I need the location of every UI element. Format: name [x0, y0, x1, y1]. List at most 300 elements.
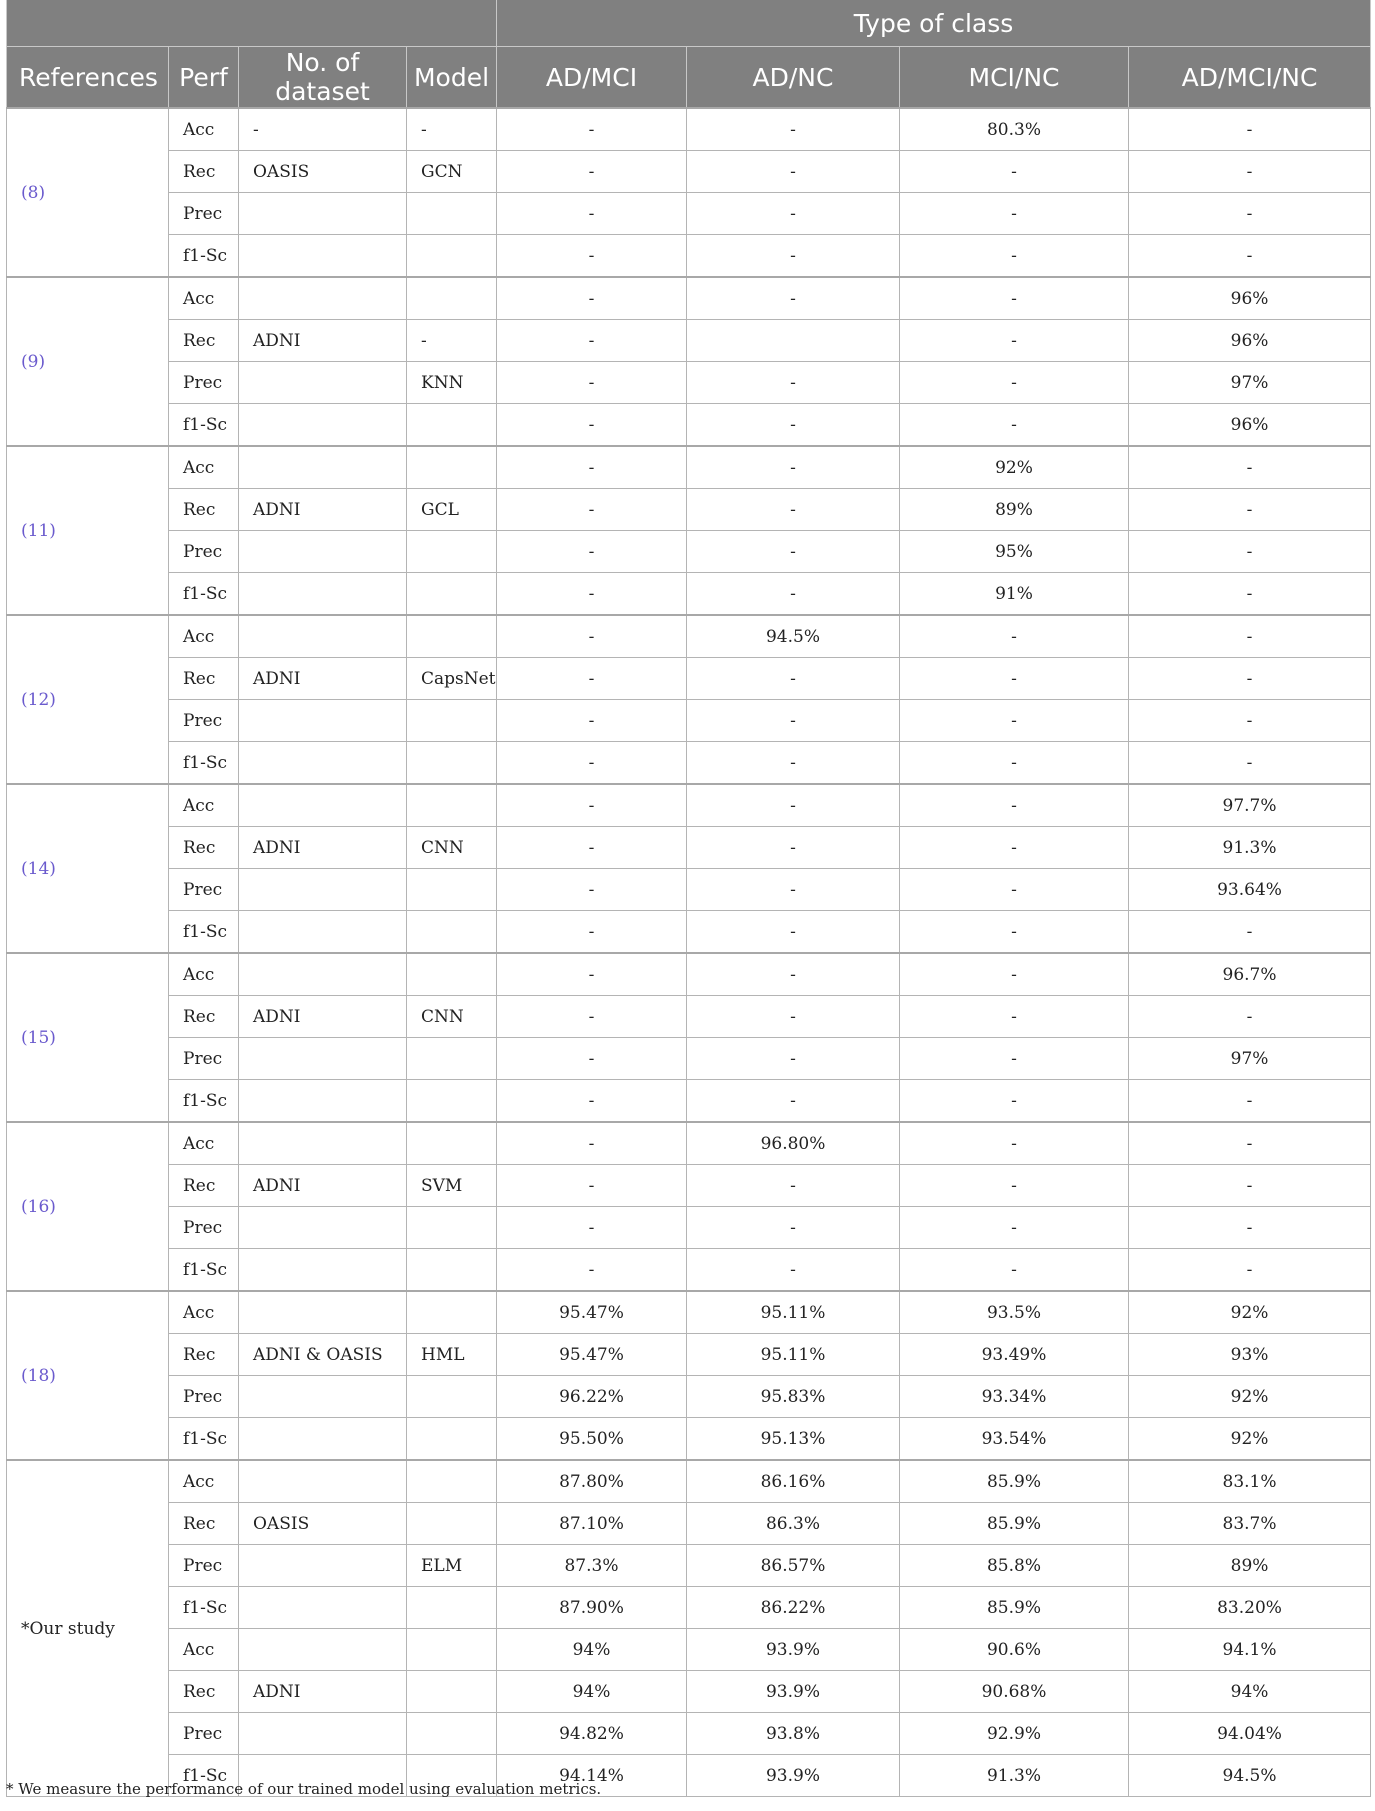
admci-value-cell: - [497, 277, 687, 320]
table-row [7, 1545, 1371, 1587]
perf-cell: f1-Sc [169, 573, 239, 616]
mcinc-value-cell: - [900, 742, 1129, 785]
admcinc-value-cell: - [1129, 996, 1371, 1038]
mcinc-value-cell: - [900, 1080, 1129, 1123]
table-row [7, 193, 1371, 235]
model-cell [407, 1713, 497, 1755]
mcinc-value-cell: 85.9% [900, 1460, 1129, 1503]
dataset-cell [239, 362, 407, 404]
table-row [7, 1165, 1371, 1207]
table-row [7, 658, 1371, 700]
table-row [7, 1080, 1371, 1123]
admci-value-cell: - [497, 151, 687, 193]
admcinc-value-cell: 92% [1129, 1418, 1371, 1461]
admcinc-value-cell: - [1129, 108, 1371, 151]
table-row [7, 573, 1371, 616]
mcinc-value-cell: 91.3% [900, 1755, 1129, 1797]
table-row [7, 1122, 1371, 1165]
admci-value-cell: - [497, 658, 687, 700]
model-cell: CNN [407, 827, 497, 869]
admcinc-value-cell: - [1129, 1122, 1371, 1165]
admcinc-value-cell: 96% [1129, 404, 1371, 447]
dataset-cell: ADNI & OASIS [239, 1334, 407, 1376]
admci-value-cell: - [497, 827, 687, 869]
model-cell [407, 1122, 497, 1165]
perf-cell: f1-Sc [169, 235, 239, 278]
admcinc-value-cell: 89% [1129, 1545, 1371, 1587]
perf-cell: Acc [169, 1460, 239, 1503]
perf-cell: f1-Sc [169, 404, 239, 447]
dataset-cell [239, 277, 407, 320]
reference-cell: (8) [7, 108, 169, 277]
model-cell: KNN [407, 362, 497, 404]
table-row [7, 869, 1371, 911]
model-cell [407, 446, 497, 489]
admcinc-value-cell: 92% [1129, 1291, 1371, 1334]
perf-cell: Rec [169, 996, 239, 1038]
table-row [7, 489, 1371, 531]
admci-value-cell: - [497, 235, 687, 278]
model-cell [407, 1291, 497, 1334]
dataset-cell: ADNI [239, 1671, 407, 1713]
admcinc-value-cell: - [1129, 911, 1371, 954]
dataset-cell [239, 1587, 407, 1629]
perf-cell: Acc [169, 277, 239, 320]
model-cell [407, 869, 497, 911]
perf-cell: Prec [169, 531, 239, 573]
mcinc-value-cell: 92.9% [900, 1713, 1129, 1755]
perf-cell: Acc [169, 1291, 239, 1334]
admci-value-cell: - [497, 108, 687, 151]
table-row [7, 404, 1371, 447]
admcinc-value-cell: 97% [1129, 1038, 1371, 1080]
adnc-value-cell [687, 320, 900, 362]
dataset-cell [239, 1545, 407, 1587]
admci-value-cell: - [497, 784, 687, 827]
admcinc-value-cell: - [1129, 700, 1371, 742]
model-cell [407, 1671, 497, 1713]
table-row [7, 1334, 1371, 1376]
admcinc-value-cell: 93% [1129, 1334, 1371, 1376]
mcinc-value-cell: - [900, 996, 1129, 1038]
perf-cell: Rec [169, 489, 239, 531]
admcinc-value-cell: - [1129, 615, 1371, 658]
dataset-cell [239, 615, 407, 658]
admci-value-cell: - [497, 531, 687, 573]
perf-cell: Rec [169, 320, 239, 362]
adnc-value-cell: - [687, 362, 900, 404]
dataset-cell [239, 1629, 407, 1671]
perf-cell: Acc [169, 784, 239, 827]
admci-value-cell: 94% [497, 1671, 687, 1713]
mcinc-value-cell: 95% [900, 531, 1129, 573]
table-row [7, 1376, 1371, 1418]
footnote: * We measure the performance of our trained model using evaluation metrics. [6, 1780, 602, 1798]
model-cell: SVM [407, 1165, 497, 1207]
adnc-value-cell: - [687, 531, 900, 573]
dataset-cell: OASIS [239, 151, 407, 193]
mcinc-value-cell: 90.6% [900, 1629, 1129, 1671]
admci-value-cell: 87.90% [497, 1587, 687, 1629]
table-row [7, 362, 1371, 404]
adnc-value-cell: - [687, 489, 900, 531]
dataset-cell: ADNI [239, 996, 407, 1038]
mcinc-value-cell: - [900, 827, 1129, 869]
perf-cell: Acc [169, 1629, 239, 1671]
mcinc-value-cell: - [900, 869, 1129, 911]
admcinc-value-cell: - [1129, 531, 1371, 573]
admcinc-value-cell: 94.5% [1129, 1755, 1371, 1797]
admcinc-value-cell: - [1129, 1165, 1371, 1207]
dataset-cell [239, 235, 407, 278]
adnc-value-cell: - [687, 151, 900, 193]
perf-cell: Acc [169, 953, 239, 996]
perf-cell: f1-Sc [169, 911, 239, 954]
perf-cell: Prec [169, 362, 239, 404]
perf-cell: f1-Sc [169, 1249, 239, 1292]
admci-value-cell: 95.50% [497, 1418, 687, 1461]
adnc-value-cell: - [687, 1165, 900, 1207]
dataset-cell: ADNI [239, 658, 407, 700]
header-spacer [7, 0, 497, 47]
adnc-value-cell: - [687, 1080, 900, 1123]
admcinc-value-cell: 94.04% [1129, 1713, 1371, 1755]
admcinc-value-cell: - [1129, 658, 1371, 700]
admcinc-value-cell: - [1129, 742, 1371, 785]
dataset-cell [239, 531, 407, 573]
dataset-cell [239, 742, 407, 785]
admci-value-cell: 94.14% [497, 1755, 687, 1797]
model-cell [407, 1503, 497, 1545]
mcinc-value-cell: - [900, 235, 1129, 278]
mcinc-value-cell: - [900, 1038, 1129, 1080]
dataset-cell [239, 1080, 407, 1123]
comparison-table [6, 0, 1371, 1797]
mcinc-value-cell: 93.5% [900, 1291, 1129, 1334]
perf-cell: Rec [169, 1334, 239, 1376]
col-ad-mci-nc: AD/MCI/NC [1129, 47, 1371, 109]
dataset-cell: ADNI [239, 827, 407, 869]
admci-value-cell: - [497, 1080, 687, 1123]
model-cell [407, 911, 497, 954]
dataset-cell [239, 193, 407, 235]
perf-cell: Rec [169, 827, 239, 869]
admcinc-value-cell: 92% [1129, 1376, 1371, 1418]
admcinc-value-cell: 91.3% [1129, 827, 1371, 869]
perf-cell: Prec [169, 700, 239, 742]
model-cell [407, 1038, 497, 1080]
adnc-value-cell: - [687, 1207, 900, 1249]
perf-cell: Acc [169, 108, 239, 151]
table-row [7, 1629, 1371, 1671]
model-cell: CapsNet [407, 658, 497, 700]
mcinc-value-cell: 91% [900, 573, 1129, 616]
col-perf: Perf [169, 47, 239, 109]
admci-value-cell: 95.47% [497, 1334, 687, 1376]
dataset-cell [239, 573, 407, 616]
header-type-of-class: Type of class [497, 0, 1371, 47]
admci-value-cell: - [497, 193, 687, 235]
admci-value-cell: 94% [497, 1629, 687, 1671]
mcinc-value-cell: - [900, 1122, 1129, 1165]
admci-value-cell: 87.80% [497, 1460, 687, 1503]
table-row [7, 784, 1371, 827]
admci-value-cell: - [497, 1249, 687, 1292]
table-row [7, 1207, 1371, 1249]
table-row [7, 700, 1371, 742]
adnc-value-cell: 93.9% [687, 1629, 900, 1671]
admci-value-cell: - [497, 320, 687, 362]
dataset-cell: - [239, 108, 407, 151]
model-cell [407, 404, 497, 447]
admci-value-cell: - [497, 1122, 687, 1165]
admci-value-cell: - [497, 700, 687, 742]
dataset-cell: ADNI [239, 489, 407, 531]
model-cell [407, 700, 497, 742]
admcinc-value-cell: - [1129, 1080, 1371, 1123]
reference-cell: (9) [7, 277, 169, 446]
reference-cell: (11) [7, 446, 169, 615]
admcinc-value-cell: - [1129, 1207, 1371, 1249]
adnc-value-cell: 95.11% [687, 1291, 900, 1334]
mcinc-value-cell: - [900, 953, 1129, 996]
admcinc-value-cell: 94.1% [1129, 1629, 1371, 1671]
adnc-value-cell: 93.9% [687, 1671, 900, 1713]
table-row [7, 742, 1371, 785]
dataset-cell [239, 1249, 407, 1292]
adnc-value-cell: 95.11% [687, 1334, 900, 1376]
admcinc-value-cell: - [1129, 446, 1371, 489]
model-cell: HML [407, 1334, 497, 1376]
adnc-value-cell: 95.13% [687, 1418, 900, 1461]
adnc-value-cell: - [687, 1038, 900, 1080]
adnc-value-cell: 86.57% [687, 1545, 900, 1587]
model-cell [407, 784, 497, 827]
model-cell [407, 1629, 497, 1671]
admcinc-value-cell: - [1129, 489, 1371, 531]
mcinc-value-cell: - [900, 658, 1129, 700]
mcinc-value-cell: 85.8% [900, 1545, 1129, 1587]
perf-cell: Rec [169, 1503, 239, 1545]
dataset-cell: ADNI [239, 1165, 407, 1207]
perf-cell: f1-Sc [169, 1080, 239, 1123]
adnc-value-cell: - [687, 277, 900, 320]
dataset-cell [239, 869, 407, 911]
admci-value-cell: - [497, 911, 687, 954]
table-row [7, 531, 1371, 573]
adnc-value-cell: - [687, 953, 900, 996]
table-row [7, 1418, 1371, 1461]
table-row [7, 996, 1371, 1038]
table-row [7, 1671, 1371, 1713]
admci-value-cell: 96.22% [497, 1376, 687, 1418]
admci-value-cell: 87.10% [497, 1503, 687, 1545]
dataset-cell [239, 1713, 407, 1755]
adnc-value-cell: 96.80% [687, 1122, 900, 1165]
perf-cell: Acc [169, 1122, 239, 1165]
table-row [7, 1460, 1371, 1503]
dataset-cell [239, 1418, 407, 1461]
admcinc-value-cell: 96% [1129, 277, 1371, 320]
perf-cell: Rec [169, 1671, 239, 1713]
model-cell [407, 277, 497, 320]
adnc-value-cell: 86.22% [687, 1587, 900, 1629]
table-row [7, 1503, 1371, 1545]
mcinc-value-cell: 92% [900, 446, 1129, 489]
table-row [7, 953, 1371, 996]
model-cell [407, 1249, 497, 1292]
reference-cell: (15) [7, 953, 169, 1122]
dataset-cell: ADNI [239, 320, 407, 362]
adnc-value-cell: - [687, 1249, 900, 1292]
adnc-value-cell: - [687, 446, 900, 489]
col-references: References [7, 47, 169, 109]
model-cell [407, 615, 497, 658]
admcinc-value-cell: - [1129, 235, 1371, 278]
dataset-cell [239, 784, 407, 827]
model-cell: GCN [407, 151, 497, 193]
admci-value-cell: - [497, 742, 687, 785]
adnc-value-cell: - [687, 404, 900, 447]
admci-value-cell: - [497, 615, 687, 658]
admci-value-cell: 94.82% [497, 1713, 687, 1755]
perf-cell: f1-Sc [169, 1418, 239, 1461]
adnc-value-cell: - [687, 700, 900, 742]
table-row [7, 1249, 1371, 1292]
model-cell: - [407, 320, 497, 362]
admcinc-value-cell: 96% [1129, 320, 1371, 362]
table-row [7, 1713, 1371, 1755]
mcinc-value-cell: - [900, 1207, 1129, 1249]
dataset-cell [239, 911, 407, 954]
model-cell [407, 235, 497, 278]
model-cell: ELM [407, 1545, 497, 1587]
adnc-value-cell: - [687, 193, 900, 235]
admci-value-cell: 95.47% [497, 1291, 687, 1334]
admci-value-cell: - [497, 953, 687, 996]
mcinc-value-cell: - [900, 1249, 1129, 1292]
admci-value-cell: - [497, 404, 687, 447]
adnc-value-cell: - [687, 911, 900, 954]
mcinc-value-cell: - [900, 911, 1129, 954]
table-body [7, 108, 1371, 1797]
mcinc-value-cell: - [900, 784, 1129, 827]
perf-cell: Prec [169, 193, 239, 235]
model-cell [407, 193, 497, 235]
adnc-value-cell: - [687, 742, 900, 785]
mcinc-value-cell: - [900, 277, 1129, 320]
model-cell [407, 573, 497, 616]
table-row [7, 320, 1371, 362]
dataset-cell [239, 446, 407, 489]
mcinc-value-cell: 80.3% [900, 108, 1129, 151]
perf-cell: Prec [169, 1207, 239, 1249]
perf-cell: Rec [169, 151, 239, 193]
perf-cell: f1-Sc [169, 1587, 239, 1629]
table-row [7, 446, 1371, 489]
admcinc-value-cell: - [1129, 1249, 1371, 1292]
col-ad-mci: AD/MCI [497, 47, 687, 109]
admci-value-cell: - [497, 573, 687, 616]
col-dataset: No. of dataset [239, 47, 407, 109]
mcinc-value-cell: - [900, 193, 1129, 235]
admcinc-value-cell: 93.64% [1129, 869, 1371, 911]
perf-cell: Prec [169, 1545, 239, 1587]
admcinc-value-cell: - [1129, 151, 1371, 193]
reference-cell: (12) [7, 615, 169, 784]
perf-cell: f1-Sc [169, 1755, 239, 1797]
col-ad-nc: AD/NC [687, 47, 900, 109]
admcinc-value-cell: 97% [1129, 362, 1371, 404]
admci-value-cell: - [497, 1165, 687, 1207]
admci-value-cell: - [497, 362, 687, 404]
table-row [7, 151, 1371, 193]
table-row [7, 1587, 1371, 1629]
table-row [7, 1038, 1371, 1080]
comparison-table-container [6, 0, 1370, 1797]
adnc-value-cell: - [687, 784, 900, 827]
admcinc-value-cell: 94% [1129, 1671, 1371, 1713]
adnc-value-cell: - [687, 573, 900, 616]
dataset-cell [239, 404, 407, 447]
table-header [7, 0, 1371, 108]
table-row [7, 1291, 1371, 1334]
admci-value-cell: - [497, 446, 687, 489]
adnc-value-cell: 93.8% [687, 1713, 900, 1755]
model-cell [407, 1587, 497, 1629]
admci-value-cell: - [497, 996, 687, 1038]
reference-cell: (18) [7, 1291, 169, 1460]
adnc-value-cell: - [687, 827, 900, 869]
admcinc-value-cell: 83.20% [1129, 1587, 1371, 1629]
mcinc-value-cell: 89% [900, 489, 1129, 531]
mcinc-value-cell: 85.9% [900, 1503, 1129, 1545]
adnc-value-cell: 93.9% [687, 1755, 900, 1797]
perf-cell: Prec [169, 1713, 239, 1755]
model-cell [407, 1460, 497, 1503]
mcinc-value-cell: - [900, 151, 1129, 193]
adnc-value-cell: 86.3% [687, 1503, 900, 1545]
model-cell [407, 953, 497, 996]
perf-cell: Prec [169, 1376, 239, 1418]
dataset-cell: OASIS [239, 1503, 407, 1545]
col-mci-nc: MCI/NC [900, 47, 1129, 109]
admci-value-cell: - [497, 489, 687, 531]
admcinc-value-cell: 83.1% [1129, 1460, 1371, 1503]
admcinc-value-cell: 96.7% [1129, 953, 1371, 996]
adnc-value-cell: 95.83% [687, 1376, 900, 1418]
adnc-value-cell: - [687, 996, 900, 1038]
perf-cell: Acc [169, 446, 239, 489]
admci-value-cell: - [497, 869, 687, 911]
mcinc-value-cell: - [900, 320, 1129, 362]
dataset-cell [239, 1038, 407, 1080]
reference-cell: (14) [7, 784, 169, 953]
admci-value-cell: - [497, 1038, 687, 1080]
mcinc-value-cell: - [900, 615, 1129, 658]
reference-cell: *Our study [7, 1460, 169, 1797]
model-cell: GCL [407, 489, 497, 531]
admcinc-value-cell: 97.7% [1129, 784, 1371, 827]
adnc-value-cell: - [687, 108, 900, 151]
dataset-cell [239, 1122, 407, 1165]
mcinc-value-cell: 93.54% [900, 1418, 1129, 1461]
mcinc-value-cell: - [900, 700, 1129, 742]
reference-cell: (16) [7, 1122, 169, 1291]
adnc-value-cell: 86.16% [687, 1460, 900, 1503]
table-row [7, 277, 1371, 320]
perf-cell: Acc [169, 615, 239, 658]
